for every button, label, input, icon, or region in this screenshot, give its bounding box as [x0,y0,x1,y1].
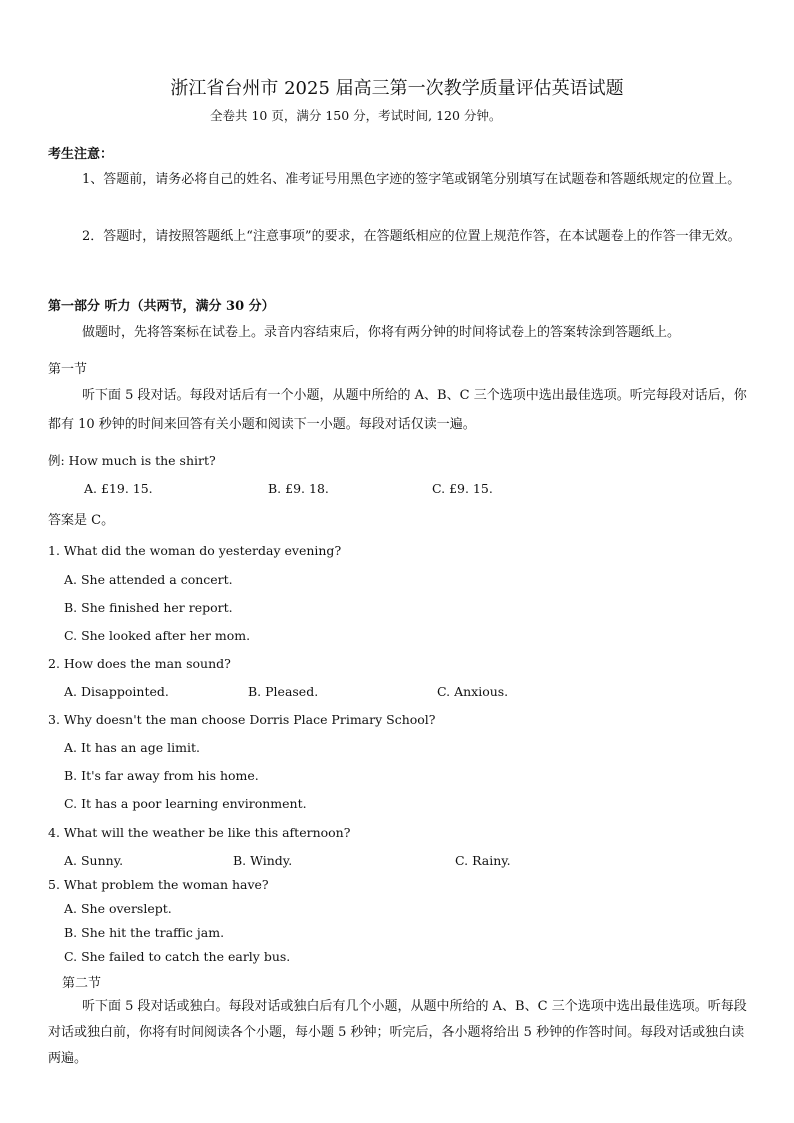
exam-info: 全卷共 10 页，满分 150 分，考试时间, 120 分钟。 [210,108,502,123]
question-2: 2. How does the man sound? [48,656,231,671]
example-option-a: A. £19. 15. [84,481,153,496]
question-5-option-b: B. She hit the traffic jam. [64,925,225,940]
section1-instruction: 听下面 5 段对话。每段对话后有一个小题，从题中所给的 A、B、C 三个选项中选出最佳选项。听完每段对话后，你都有 10 秒钟的时间来回答有关小题和阅读下一小题。每段对话仅读一遍。 [48,388,747,432]
example-question: 例: How much is the shirt? [48,453,216,468]
question-2-option-b: B. Pleased. [248,684,319,699]
question-4: 4. What will the weather be like this afternoon? [48,825,351,840]
question-3-option-a: A. It has an age limit. [64,740,200,755]
question-3: 3. Why doesn't the man choose Dorris Place Primary School? [48,712,436,727]
section2-instruction: 听下面 5 段对话或独白。每段对话或独白后有几个小题，从题中所给的 A、B、C 三个选项中选出最佳选项。听每段对话或独白前，你将有时间阅读各个小题，每小题 5 秒钟；听完后，各小题将给出 5 秒钟的作答时间。每段对话或独白读两遍。 [48,999,747,1066]
question-5: 5. What problem the woman have? [48,877,269,892]
example-answer: 答案是 C。 [48,513,115,528]
question-1-option-a: A. She attended a concert. [64,572,233,587]
question-4-option-b: B. Windy. [233,853,293,868]
question-1-option-b: B. She finished her report. [64,600,233,615]
notice-item-2: 2．答题时，请按照答题纸上“注意事项”的要求，在答题纸相应的位置上规范作答，在本试题卷上的作答一律无效。 [82,229,741,244]
section1-label: 第一节 [48,362,88,377]
page-title: 浙江省台州市 2025 届高三第一次教学质量评估英语试题 [170,78,624,99]
example-option-b: B. £9. 18. [268,481,329,496]
question-1-option-c: C. She looked after her mom. [64,628,251,643]
question-4-option-a: A. Sunny. [64,853,124,868]
part1-heading: 第一部分 听力（共两节，满分 30 分） [48,299,275,314]
example-option-c: C. £9. 15. [432,481,493,496]
question-2-option-c: C. Anxious. [437,684,509,699]
question-3-option-b: B. It's far away from his home. [64,768,259,783]
question-3-option-c: C. It has a poor learning environment. [64,796,307,811]
question-1: 1. What did the woman do yesterday evening? [48,543,342,558]
notice-heading: 考生注意： [48,147,114,162]
question-5-option-c: C. She failed to catch the early bus. [64,949,291,964]
question-5-option-a: A. She overslept. [64,901,172,916]
section2-label: 第二节 [62,976,102,991]
question-2-option-a: A. Disappointed. [64,684,169,699]
question-4-option-c: C. Rainy. [455,853,511,868]
notice-item-1: 1、答题前，请务必将自己的姓名、准考证号用黑色字迹的签字笔或钢笔分别填写在试题卷和答题纸规定的位置上。 [82,172,741,187]
part1-instruction: 做题时，先将答案标在试卷上。录音内容结束后，你将有两分钟的时间将试卷上的答案转涂到答题纸上。 [82,325,681,340]
